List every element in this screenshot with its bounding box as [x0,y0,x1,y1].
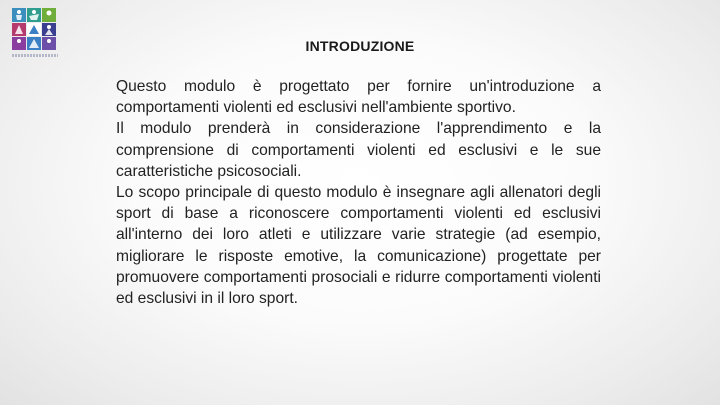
page-title: INTRODUZIONE [305,38,415,54]
slide-body [116,76,601,309]
paragraph-module-scope: Il modulo prenderà in considerazione l'apprendimento e la comprensione di comportamenti violenti ed esclusivi e le sue caratteristiche psicosociali. [116,120,601,180]
paragraph-main-goal: Lo scopo principale di questo modulo è insegnare agli allenatori degli sport di base a riconoscere comportamenti violenti ed esclusivi all'interno dei loro atleti e utilizzare varie strategie (ad esempio, migliorare le risposte emotive, la comunicazione) progettate per promuovere comportamenti prosociali e ridurre comportamenti violenti ed esclusivi in il loro sport. [116,184,601,308]
paragraph-intro: Questo modulo è progettato per fornire un'introduzione a comportamenti violenti ed esclusivi nell'ambiente sportivo. [116,78,601,117]
logo-tagline [12,54,58,57]
